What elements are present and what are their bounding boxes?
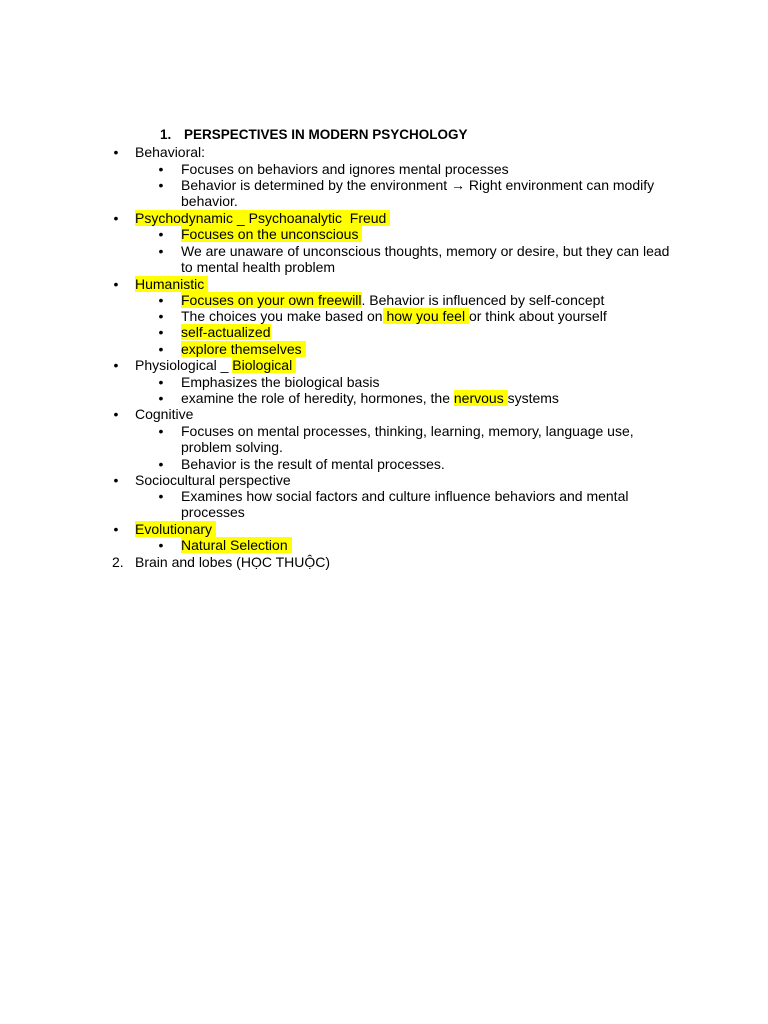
highlighted-text: self-actualized [181, 324, 271, 340]
list-item-psychodynamic [135, 210, 390, 226]
sub-list-item [181, 423, 634, 439]
ordered-list-item-2 [112, 554, 124, 570]
item-text: processes [181, 504, 245, 520]
bullet-icon: • [158, 161, 164, 177]
list-item-sociocultural [135, 472, 291, 488]
bullet-icon: • [158, 177, 164, 193]
sub-list-item-continuation [181, 504, 245, 520]
bullet-icon: • [158, 226, 164, 242]
highlighted-label: Biological [232, 357, 293, 373]
item-text: or think about yourself [468, 308, 607, 324]
bullet-icon: • [158, 390, 164, 406]
item-text: Brain and lobes (HỌC THUỘC) [135, 554, 331, 570]
item-text: Focuses on behaviors and ignores mental processes [181, 161, 509, 177]
item-label: Cognitive [135, 406, 194, 422]
sub-list-item [181, 292, 604, 308]
sub-list-item [181, 374, 379, 390]
sub-list-item [181, 226, 362, 242]
item-label: Physiological _ [135, 357, 233, 373]
bullet-icon: • [158, 423, 164, 439]
item-text: examine the role of heredity, hormones, the [181, 390, 454, 406]
bullet-icon: • [158, 324, 164, 340]
bullet-icon: • [113, 357, 119, 373]
highlighted-text: Focuses on the unconscious [181, 226, 359, 242]
sub-list-item [181, 488, 628, 504]
sub-list-item [181, 341, 306, 357]
bullet-icon: • [113, 144, 119, 160]
sub-list-item [181, 324, 271, 340]
item-text: Focuses on mental processes, thinking, learning, memory, language use, [181, 423, 634, 439]
highlighted-label: Evolutionary [135, 521, 213, 537]
ordered-list-item-2-text [135, 554, 330, 570]
sub-list-item-continuation [181, 259, 335, 275]
item-text: problem solving. [181, 439, 283, 455]
item-label: Behavioral: [135, 144, 206, 160]
item-text: to mental health problem [181, 259, 336, 275]
list-item-physiological [135, 357, 296, 373]
sub-list-item [181, 537, 292, 553]
sub-list-item [181, 161, 509, 177]
bullet-icon: • [158, 308, 164, 324]
item-text: Examines how social factors and culture influence behaviors and mental [181, 488, 629, 504]
list-item-humanistic [135, 276, 208, 292]
bullet-icon: • [158, 456, 164, 472]
bullet-icon: • [113, 210, 119, 226]
item-text: Behavior is the result of mental processes. [181, 456, 445, 472]
bullet-icon: • [158, 292, 164, 308]
bullet-icon: • [158, 488, 164, 504]
item-text: . Behavior is influenced by self-concept [361, 292, 605, 308]
list-item-cognitive [135, 406, 193, 422]
highlighted-label: Humanistic [135, 276, 205, 292]
heading-number: 1. [160, 127, 172, 142]
item-text: systems [507, 390, 559, 406]
sub-list-item-continuation [181, 439, 283, 455]
highlighted-text: Natural Selection [181, 537, 288, 553]
highlighted-label: Psychodynamic _ Psychoanalytic Freud [135, 210, 387, 226]
sub-list-item [181, 390, 559, 406]
bullet-icon: • [158, 537, 164, 553]
highlighted-text: Focuses on your own freewill [181, 292, 362, 308]
highlighted-text: nervous [453, 390, 508, 406]
bullet-icon: • [113, 472, 119, 488]
sub-list-item [181, 308, 607, 324]
item-label: Sociocultural perspective [135, 472, 291, 488]
item-text: behavior. [181, 193, 238, 209]
sub-list-item [181, 456, 445, 472]
section-heading [160, 127, 468, 143]
bullet-icon: • [158, 374, 164, 390]
sub-list-item [181, 177, 654, 193]
list-item-evolutionary [135, 521, 216, 537]
heading-title: PERSPECTIVES IN MODERN PSYCHOLOGY [184, 127, 468, 142]
bullet-icon: • [113, 276, 119, 292]
list-number: 2. [112, 554, 124, 570]
item-text: We are unaware of unconscious thoughts, memory or desire, but they can lead [181, 243, 670, 259]
item-text: Behavior is determined by the environment → Right environment can modify [181, 177, 655, 193]
sub-list-item [181, 243, 669, 259]
bullet-icon: • [113, 521, 119, 537]
item-text: The choices you make based on [181, 308, 383, 324]
list-item-behavioral [135, 144, 205, 160]
highlighted-text: how you feel [382, 308, 469, 324]
item-text: Emphasizes the biological basis [181, 374, 380, 390]
bullet-icon: • [113, 406, 119, 422]
bullet-icon: • [158, 243, 164, 259]
highlighted-text: explore themselves [181, 341, 302, 357]
bullet-icon: • [158, 341, 164, 357]
sub-list-item-continuation [181, 193, 238, 209]
